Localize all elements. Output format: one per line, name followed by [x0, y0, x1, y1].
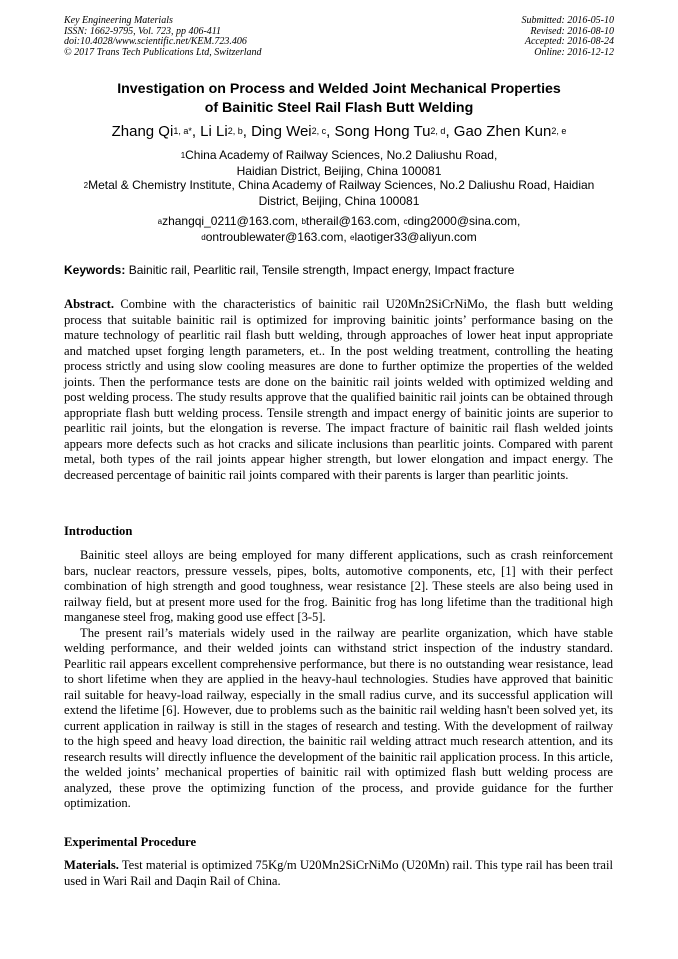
doi-line: doi:10.4028/www.scientific.net/KEM.723.406: [64, 36, 247, 47]
email-sup: a: [157, 217, 163, 226]
materials-label: Materials.: [64, 858, 119, 872]
author-sup: 2, d: [430, 126, 446, 136]
title-line-2: of Bainitic Steel Rail Flash Butt Welding: [204, 99, 474, 116]
revised-date: Revised: 2016-08-10: [530, 25, 614, 37]
paragraph: The present rail’s materials widely used in the railway are pearlite organization, which have stable welding performance, and their welded joints can withstand strict inspection of the industry standard. Pearlitic rail appears excellent comprehensive performance, but there is no outstanding wear resistance, lead to short lifetime when they are applied in the heavy-haul technologies. Studies have approved that bainitic rail suitable for heavy-load railway, especially in the small radius curve, and its successful application will extend the lifetime [6]. However, due to problems such as the bainitic rail welding hasn't been solved yet, its current application in railway is still in the stages of research and testing. With the development of railway to the high speed and heavy load direction, the bainitic rail welding attract much research attention, and its research results will directly influence the development of the bainitic rail application process. In this article, the welded joints’ mechanical properties of bainitic rail with optimized flash butt welding process are analyzed, these prove the optimizing function of the process, and provide guidance for the further optimization.: [64, 625, 613, 810]
email-address[interactable]: zhangqi_0211@163.com,: [162, 214, 302, 228]
paragraph: Bainitic steel alloys are being employed for many different applications, such as crash reinforcement bars, nuclear reactors, pressure vessels, pipes, bolts, automotive components, etc, [1] with their perfect combination of high strength and good toughness, wear resistance [2]. These steels are also being used in railway field, but at present more used for the frog. Bainitic frog has long lifetime than the traditional high manganese steel frog, making good use effect [3-5].: [64, 548, 613, 624]
abstract-label: Abstract.: [64, 297, 115, 311]
keywords-label: Keywords:: [64, 263, 126, 277]
journal-name: Key Engineering Materials: [64, 15, 173, 26]
abstract-text: Combine with the characteristics of bainitic rail U20Mn2SiCrNiMo, the flash butt welding process that suitable bainitic rail is optimized for improving bainitic joints’ performance basing on the mature technology of pearlitic rail flash butt welding, through approaches of lower heat input appropriate and matched upset forging length parameters, et.. In the post welding treatment, controlling the heating process strictly and using slow cooling measures are done to further optimize the properties of the welded joints. Then the performance tests are done on the bainitic rail joints welded with optimized welding and post welding process. The study results approve that the qualified bainitic rail joints can be obtained through appropriate flash butt welding process. Tensile strength and impact energy of bainitic joints are superior to pearlitic rail joints, but the elongation is reverse. The impact fracture of bainitic rail flash welded joints appears more defects such as hot cracks and silicate inclusions than pearlitic joints. Compared with parent metal, both types of the rail joints appear higher strength, but lower elongation and impact energy. The decreased percentage of bainitic rail joints compared with their parents is larger than pearlitic joints.: [64, 297, 613, 482]
email-address[interactable]: ding2000@sina.com,: [407, 214, 521, 228]
title-line-1: Investigation on Process and Welded Joint Mechanical Properties: [117, 81, 561, 97]
paper-title: [40, 80, 638, 117]
affiliation-sup: 1: [180, 151, 186, 160]
email-list: [40, 214, 638, 245]
affiliation-line: Metal & Chemistry Institute, China Academy of Railway Sciences, No.2 Daliushu Road, Haidian: [88, 178, 595, 192]
affiliation-line: District, Beijing, China 100081: [258, 193, 420, 208]
experimental-heading: Experimental Procedure: [64, 835, 197, 849]
materials-text: Test material is optimized 75Kg/m U20Mn2SiCrNiMo (U20Mn) rail. This type rail has been trail used in Wari Rail and Daqin Rail of China.: [64, 858, 613, 888]
author-sup: 2, c: [311, 126, 327, 136]
journal-info: [64, 16, 262, 58]
online-date: Online: 2016-12-12: [534, 46, 614, 58]
keywords: [64, 263, 624, 278]
affiliation-1: [40, 148, 638, 179]
introduction-heading: Introduction: [64, 524, 133, 538]
affiliation-2: [40, 178, 638, 209]
author-name: Li Li: [200, 123, 228, 140]
email-sup: e: [350, 232, 355, 242]
author-sup: 2, e: [551, 126, 567, 136]
author-list: Zhang $Qi^{1, a*}$, Li Li$^{2, b}$, Ding Wei$^{2, c}$, Song Hong Tu$^{2, d}$, Gao Zhen Kun$^{2, e}$: [111, 123, 567, 140]
email-address[interactable]: therail@163.com,: [305, 214, 404, 228]
email-address[interactable]: ontroublewater@163.com,: [205, 229, 350, 244]
affiliation-sup: 2: [83, 181, 89, 190]
issn-line: ISSN: 1662-9795, Vol. 723, pp 406-411: [64, 25, 222, 37]
author-name: Ding Wei: [251, 123, 312, 140]
dates-info: [522, 16, 615, 58]
author-sup: 1, a*: [173, 126, 192, 136]
copyright-line: © 2017 Trans Tech Publications Ltd, Switzerland: [64, 46, 262, 58]
materials-paragraph: [64, 858, 613, 889]
email-address[interactable]: laotiger33@aliyun.com: [354, 229, 477, 244]
introduction-body: [64, 548, 613, 812]
email-sup: d: [201, 232, 206, 242]
keywords-text: Bainitic rail, Pearlitic rail, Tensile strength, Impact energy, Impact fracture: [125, 263, 515, 277]
author-name: Zhang Qi: [111, 123, 174, 140]
author-name: Song Hong Tu: [334, 123, 431, 140]
submitted-date: Submitted: 2016-05-10: [521, 15, 614, 26]
accepted-date: Accepted: 2016-08-24: [524, 36, 614, 47]
author-sup: 2, b: [227, 126, 243, 136]
email-sup: b: [301, 217, 306, 226]
author-name: Gao Zhen Kun: [453, 123, 552, 140]
affiliation-line: China Academy of Railway Sciences, No.2 Daliushu Road,: [185, 148, 498, 162]
affiliation-line: Haidian District, Beijing, China 100081: [236, 163, 442, 178]
abstract: [64, 297, 613, 483]
email-sup: c: [403, 217, 408, 226]
